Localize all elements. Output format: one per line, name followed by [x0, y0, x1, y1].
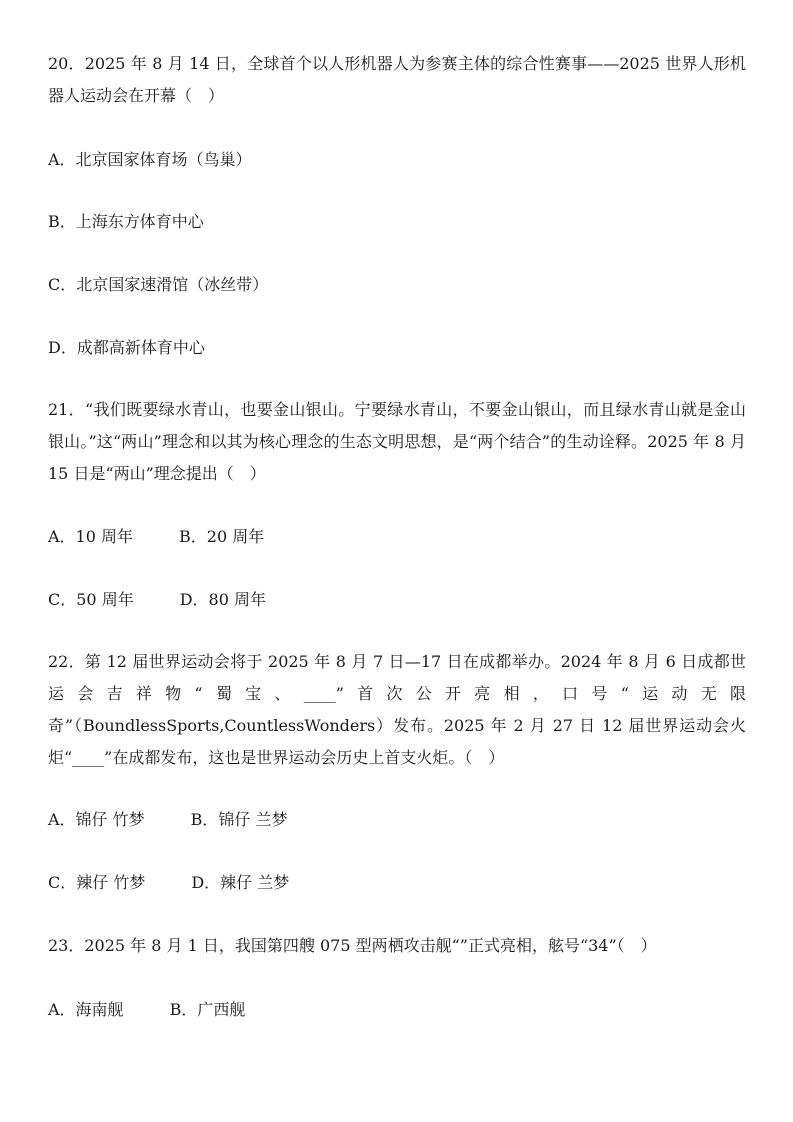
question-22-option-d: D．辣仔 兰梦 [191, 873, 290, 892]
question-20-option-b: B．上海东方体育中心 [48, 212, 204, 231]
question-22-option-b: B．锦仔 兰梦 [190, 810, 288, 829]
question-21-options-row-2 [48, 590, 266, 610]
question-21-options-row-1 [48, 527, 264, 547]
question-23-stem: 23．2025 年 8 月 1 日，我国第四艘 075 型两栖攻击舰“”正式亮相，舷号“34”（ ） [48, 936, 657, 955]
question-21-option-a: A．10 周年 [48, 527, 134, 546]
question-22-option-a: A．锦仔 竹梦 [48, 810, 145, 829]
question-21-option-b: B．20 周年 [179, 527, 265, 546]
question-21-stem: 21．“我们既要绿水青山，也要金山银山。宁要绿水青山，不要金山银山，而且绿水青山就是金山银山。”这“两山”理念和以其为核心理念的生态文明思想，是“两个结合”的生动诠释。2025 年 8 月 15 日是“两山”理念提出（ ） [48, 400, 746, 483]
question-22-stem: 22．第 12 届世界运动会将于 2025 年 8 月 7 日—17 日在成都举办。2024 年 8 月 6 日成都世运会吉祥物“蜀宝、____”首次公开亮相，口号“运动无限奇”（BoundlessSports,CountlessWonders）发布。2025 年 2 月 27 日 12 届世界运动会火炬“____”在成都发布，这也是世界运动会历史上首支火炬。（ ） [48, 652, 746, 767]
question-22-options-row-2 [48, 873, 289, 893]
question-20-option-a: A．北京国家体育场（鸟巢） [48, 150, 252, 169]
question-20-option-d: D．成都高新体育中心 [48, 338, 205, 357]
question-22-options-row-1 [48, 810, 288, 830]
question-22-option-c: C．辣仔 竹梦 [48, 873, 146, 892]
question-23-option-a: A．海南舰 [48, 1000, 124, 1019]
question-20-stem: 20．2025 年 8 月 14 日，全球首个以人形机器人为参赛主体的综合性赛事——2025 世界人形机器人运动会在开幕（ ） [48, 54, 746, 105]
question-23-options-row-1 [48, 1000, 245, 1020]
question-21-option-c: C．50 周年 [48, 590, 134, 609]
question-23-option-b: B．广西舰 [169, 1000, 246, 1019]
question-21-option-d: D．80 周年 [179, 590, 266, 609]
question-20-option-c: C．北京国家速滑馆（冰丝带） [48, 275, 269, 294]
